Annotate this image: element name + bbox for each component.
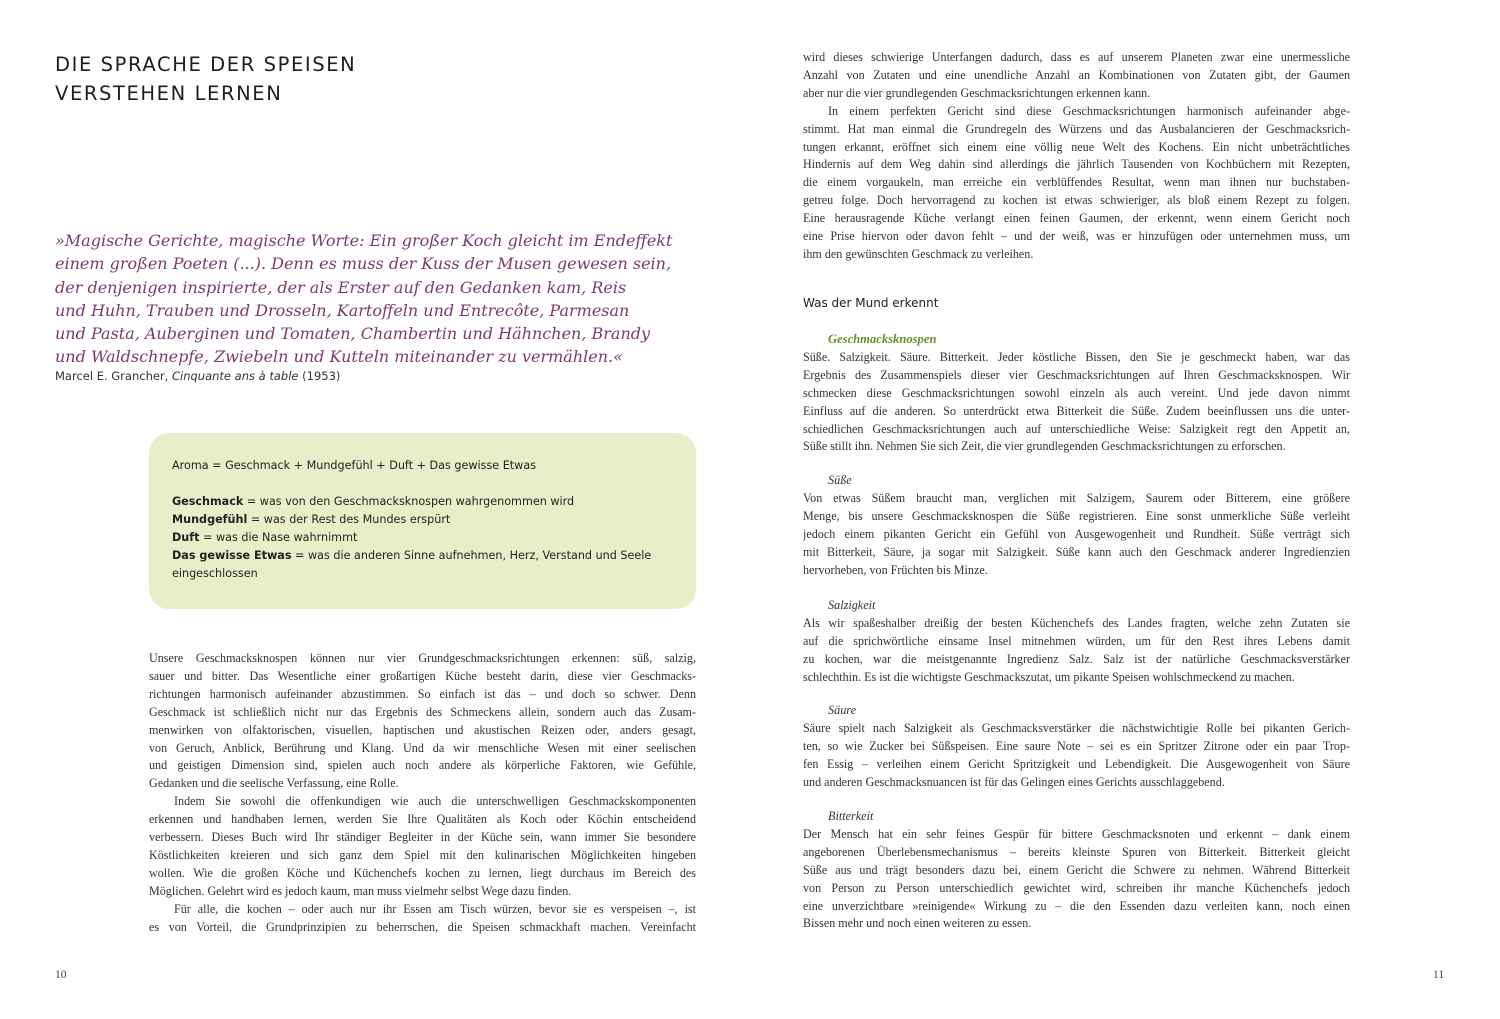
body-line: Bissen mehr und noch einen weiteren zu essen.: [803, 916, 1032, 931]
quote-work: Cinquante ans à table: [171, 369, 299, 383]
chapter-title-line: VERSTEHEN LERNEN: [55, 82, 283, 105]
body-line: Süße stillt ihn. Nehmen Sie sich Zeit, die vier grundlegenden Geschmacksrichtungen zu erforschen.: [803, 439, 1286, 454]
body-line: Von etwas Süßem braucht man, verglichen mit Salzigem, Saurem oder Bitterem, eine größere: [803, 490, 1350, 505]
body-line: es von Vorteil, die Grundprinzipien zu beherrschen, die Speisen schmackhaft machen. Vereinfacht: [149, 919, 696, 934]
body-line: getreu folge. Doch hervorragend zu kochen ist etwas schwieriger, als bloß einem Rezept zu folgen.: [803, 193, 1350, 208]
definition-text: = was die anderen Sinne aufnehmen, Herz, Verstand und Seele: [291, 549, 652, 562]
body-line: In einem perfekten Gericht sind diese Geschmacksrichtungen harmonisch aufeinander abge-: [828, 103, 1350, 118]
body-line: hervorheben, von Früchten bis Minze.: [803, 562, 988, 577]
quote-author: Marcel E. Grancher,: [55, 369, 172, 383]
quote-line: der denjenigen inspirierte, der als Erster auf den Gedanken kam, Reis: [55, 277, 627, 297]
quote-line: und Pasta, Auberginen und Tomaten, Chambertin und Hähnchen, Brandy: [55, 324, 651, 344]
body-line: und anderen Geschmacksnuancen ist für das Gelingen eines Gerichts ausschlaggebend.: [803, 774, 1225, 789]
body-line: zu kochen, war die meistgenannte Ingredienz Salz. Salz ist der natürliche Geschmacksverstärker: [803, 651, 1350, 666]
definition-item: [172, 529, 673, 547]
body-line: aber nur die vier grundlegenden Geschmacksrichtungen erkennen kann.: [803, 85, 1151, 100]
subsection-saeure: [803, 702, 1350, 792]
right-page: [750, 0, 1500, 1019]
quote-year: (1953): [298, 369, 341, 383]
body-line: schmecken diese Geschmacksrichtungen sowohl einzeln als auch vereint. Und jede davon nimmt: [803, 385, 1350, 400]
definition-term: Geschmack: [172, 495, 244, 508]
body-line: Menge, bis unsere Geschmacksknospen die Süße registrieren. Eine sonst unmerkliche Süße verleiht: [803, 508, 1350, 523]
quote-line: einem großen Poeten (...). Denn es muss der Kuss der Musen gewesen sein,: [55, 254, 672, 274]
definition-item: [172, 511, 673, 529]
chapter-title: [55, 50, 356, 108]
quote-source: [55, 369, 340, 383]
definition-item: [172, 547, 673, 565]
section-heading: Was der Mund erkennt: [803, 296, 939, 310]
body-line: eine unverzichtbare »reinigende« Wirkung zu – die den Essenden dazu verleiten kann, noch einen: [803, 898, 1350, 913]
chapter-title-line: DIE SPRACHE DER SPEISEN: [55, 53, 357, 76]
body-line: Für alle, die kochen – oder auch nur ihr Essen am Tisch würzen, bevor sie es verspeisen –, ist: [174, 901, 696, 916]
body-line: schiedlichen Geschmacksrichtungen auch auf unterschiedliche Weise: Salzigkeit regt den Appetit an,: [803, 421, 1350, 436]
subsection-salzigkeit: [803, 597, 1350, 687]
body-line: sauer und bitter. Das Wesentliche einer großartigen Küche besteht darin, diese vier Geschmacks-: [149, 668, 696, 683]
body-line: eine Prise hiervon oder davon fehlt – und der weiß, was er hinzufügen oder unternehmen muss, um: [803, 229, 1350, 244]
epigraph-quote: [55, 229, 673, 369]
body-line: auf die sprichwörtliche einsame Insel mitnehmen würden, um für den Rest ihres Lebens damit: [803, 633, 1350, 648]
body-line: ten, so wie Zucker bei Süßspeisen. Eine saure Note – sei es ein Spritzer Zitrone oder ein paar Trop-: [803, 738, 1350, 753]
subsection-heading: Bitterkeit: [828, 809, 874, 823]
definition-item: [172, 493, 673, 511]
body-line: richtungen harmonisch aufeinander abzustimmen. So einfach ist das – und doch so schwer. Denn: [149, 686, 696, 701]
body-line: verbessern. Dieses Buch wird Ihr ständiger Begleiter in der Küche sein, wann immer Sie besondere: [149, 830, 696, 845]
body-line: Anzahl von Zutaten und eine unendliche Anzahl an Kombinationen von Zutaten gibt, der Gaumen: [803, 67, 1350, 82]
body-line: Süße. Salzigkeit. Säure. Bitterkeit. Jeder köstliche Bissen, den Sie je geschmeckt haben, war das: [803, 349, 1350, 364]
body-line: Süße aus und trägt besonders dazu bei, einem Gericht die Schwere zu nehmen. Während Bitterkeit: [803, 862, 1350, 877]
page-number: 10: [55, 969, 67, 981]
subsection-heading: Säure: [828, 703, 856, 717]
definition-text: = was die Nase wahrnimmt: [199, 531, 358, 544]
body-line: Einfluss auf die anderen. So unterdrückt etwa Bitterkeit die Süße. Zudem beeinflussen uns die unter-: [803, 403, 1350, 418]
body-line: Gedanken und die seelische Verfassung, eine Rolle.: [149, 776, 399, 791]
body-line: menwirken von olfaktorischen, visuellen, haptischen und akustischen Reizen oder, anders gesagt,: [149, 722, 696, 737]
body-line: Geschmack ist schließlich nicht nur das Ergebnis des Schmeckens allein, sondern auch das Zusam-: [149, 704, 696, 719]
body-line: ihm den gewünschten Geschmack zu verleihen.: [803, 246, 1034, 261]
body-line: und geistigen Dimension sind, spielen auch noch andere als körperliche Faktoren, wie Gefühle,: [149, 758, 696, 773]
definition-term: Mundgefühl: [172, 513, 248, 526]
body-line: fen Essig – verleihen einem Gericht Spritzigkeit und Lebendigkeit. Die Ausgewogenheit von Säure: [803, 756, 1350, 771]
subsection-heading: Salzigkeit: [828, 598, 876, 612]
body-line: angeborenen Überlebensmechanismus – bereits kleinste Spuren von Bitterkeit. Bitterkeit gleicht: [803, 844, 1350, 859]
body-line: tungen erkannt, eröffnet sich einem eine völlig neue Welt des Kochens. Ein nicht unbeträchtliches: [803, 139, 1350, 154]
body-line: Köstlichkeiten kreieren und sich ganz dem Spiel mit den kulinarischen Möglichkeiten hingeben: [149, 847, 696, 862]
subsection-heading: Geschmacksknospen: [828, 332, 937, 346]
definition-text: = was der Rest des Mundes erspürt: [247, 513, 451, 526]
body-line: Säure spielt nach Salzigkeit als Geschmacksverstärker die nächstwichtigie Rolle bei pikanten Gerich-: [803, 720, 1350, 735]
definition-term: Duft: [172, 531, 200, 544]
right-intro-text: [803, 49, 1350, 264]
definition-text: = was von den Geschmacksknospen wahrgenommen wird: [243, 495, 575, 508]
body-line: Unsere Geschmacksknospen können nur vier Grundgeschmacksrichtungen erkennen: süß, salzig,: [149, 651, 696, 665]
body-line: mit Bitterkeit, Säure, ja sogar mit Salzigkeit. Süße kann auch den Geschmack anderer Ingredienzien: [803, 544, 1350, 559]
body-line: Hindernis auf dem Weg dahin sind allerdings die jährlich Tausenden von Kochbüchern mit Rezepten,: [803, 157, 1350, 172]
page-number: 11: [1433, 969, 1445, 981]
body-line: schlechthin. Es ist die wichtigste Geschmackszutat, um pikante Speisen wohlschmeckend zu machen.: [803, 669, 1295, 684]
body-line: stimmt. Hat man einmal die Grundregeln des Würzens und das Ausbalancieren der Geschmacksrich-: [803, 121, 1350, 136]
quote-line: »Magische Gerichte, magische Worte: Ein großer Koch gleicht im Endeffekt: [55, 231, 673, 250]
quote-line: und Huhn, Trauben und Drosseln, Kartoffeln und Entrecôte, Parmesan: [55, 300, 630, 320]
body-line: Eine herausragende Küche verlangt einen feinen Gaumen, der erkennt, wenn einem Gericht noch: [803, 211, 1350, 226]
body-line: von Person zu Person unterschiedlich gewichtet wird, schreiben ihr manche Küchenchefs jedoch: [803, 880, 1350, 895]
definition-term: Das gewisse Etwas: [172, 549, 292, 562]
body-line: Möglichen. Gelehrt wird es jedoch kaum, man muss vielmehr selbst Wege dazu finden.: [149, 883, 572, 898]
body-line: wollen. Wie die großen Köche und Küchenchefs kochen zu lernen, liegt durchaus im Bereich des: [149, 865, 696, 880]
body-line: von Geruch, Anblick, Berührung und Klang. Und da wir menschliche Wesen mit einer seelischen: [149, 740, 696, 755]
body-line: wird dieses schwierige Unterfangen dadurch, dass es auf unserem Planeten zwar eine unermessliche: [803, 50, 1350, 64]
body-line: Als wir spaßeshalber dreißig der besten Küchenchefs des Landes fragten, welche zehn Zutaten sie: [803, 615, 1350, 630]
body-line: jedoch einem pikanten Gericht ein Gefühl von Ausgewogenheit und Rundheit. Süße verträgt sich: [803, 526, 1350, 541]
body-line: erkennen und handhaben lernen, werden Sie Ihre Qualitäten als Koch oder Köchin entscheidend: [149, 812, 696, 827]
body-line: Ergebnis des Zusammenspiels dieser vier Geschmacksrichtungen auf Ihren Geschmacksknospen. Wir: [803, 367, 1350, 382]
left-body-text: [149, 650, 696, 937]
subsection-suesse: [803, 472, 1350, 579]
aroma-definition-box: [149, 433, 696, 609]
subsection-geschmacksknospen: [803, 331, 1350, 456]
subsection-heading: Süße: [828, 473, 852, 487]
subsection-bitterkeit: [803, 808, 1350, 933]
body-line: die einem vorgaukeln, man erreiche ein verblüffendes Resultat, wenn man ihnen nur buchstaben-: [803, 175, 1350, 190]
aroma-equation: Aroma = Geschmack + Mundgefühl + Duft + Das gewisse Etwas: [172, 459, 537, 472]
body-line: Indem Sie sowohl die offenkundigen wie auch die unterschwelligen Geschmackskomponenten: [174, 794, 696, 809]
body-line: Der Mensch hat ein sehr feines Gespür für bittere Geschmacksnoten und erkennt – dank einem: [803, 826, 1350, 841]
definition-continuation: eingeschlossen: [172, 567, 258, 580]
quote-line: und Waldschnepfe, Zwiebeln und Kutteln miteinander zu vermählen.«: [55, 347, 623, 367]
